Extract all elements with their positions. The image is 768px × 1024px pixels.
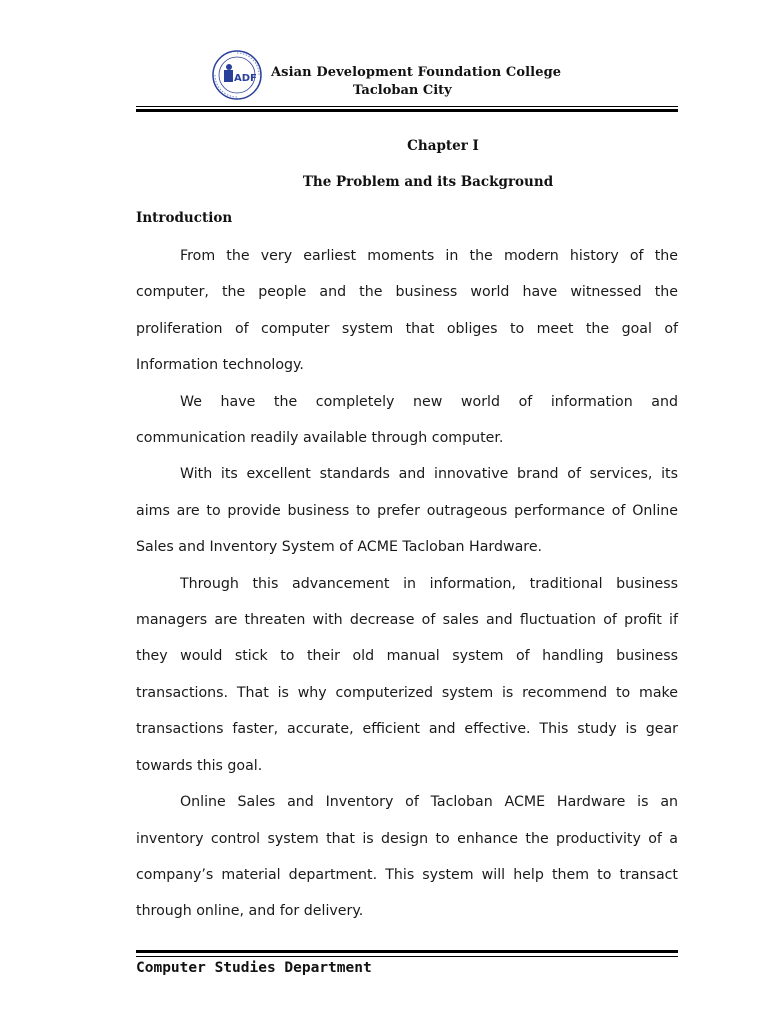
page-footer: Computer Studies Department <box>136 960 372 976</box>
paragraph: We have the completely new world of information and communication readily available through computer. <box>136 393 678 447</box>
footer-rule-thin <box>136 956 678 957</box>
logo-text: ADF <box>234 73 257 84</box>
paragraph: From the very earliest moments in the modern history of the computer, the people and the business world have witnessed the proliferation of computer system that obliges to meet the goal of Information technology. <box>136 248 678 374</box>
college-name: Asian Development Foundation College <box>271 65 562 80</box>
header-rule-thin <box>136 106 678 107</box>
chapter-title: The Problem and its Background <box>302 174 554 190</box>
page-header <box>136 50 678 106</box>
section-heading: Introduction <box>136 210 233 226</box>
paragraph: With its excellent standards and innovative brand of services, its aims are to provide business to prefer outrageous performance of Online Sales and Inventory System of ACME Tacloban Hardware. <box>136 466 678 556</box>
header-rule-thick <box>136 109 678 112</box>
chapter-label: Chapter I <box>407 138 479 154</box>
college-logo-icon <box>212 50 262 100</box>
paragraph: Online Sales and Inventory of Tacloban ACME Hardware is an inventory control system that is design to enhance the productivity of a company’s material department. This system will help them to transact through online, and for delivery. <box>136 794 678 920</box>
body-text <box>136 238 678 930</box>
paragraph: Through this advancement in information, traditional business managers are threaten with decrease of sales and fluctuation of profit if they would stick to their old manual system of handling business transactions. That is why computerized system is recommend to make transactions faster, accurate, efficient and effective. This study is gear towards this goal. <box>136 575 678 774</box>
footer-rule-thick <box>136 950 678 953</box>
college-city: Tacloban City <box>353 83 452 98</box>
